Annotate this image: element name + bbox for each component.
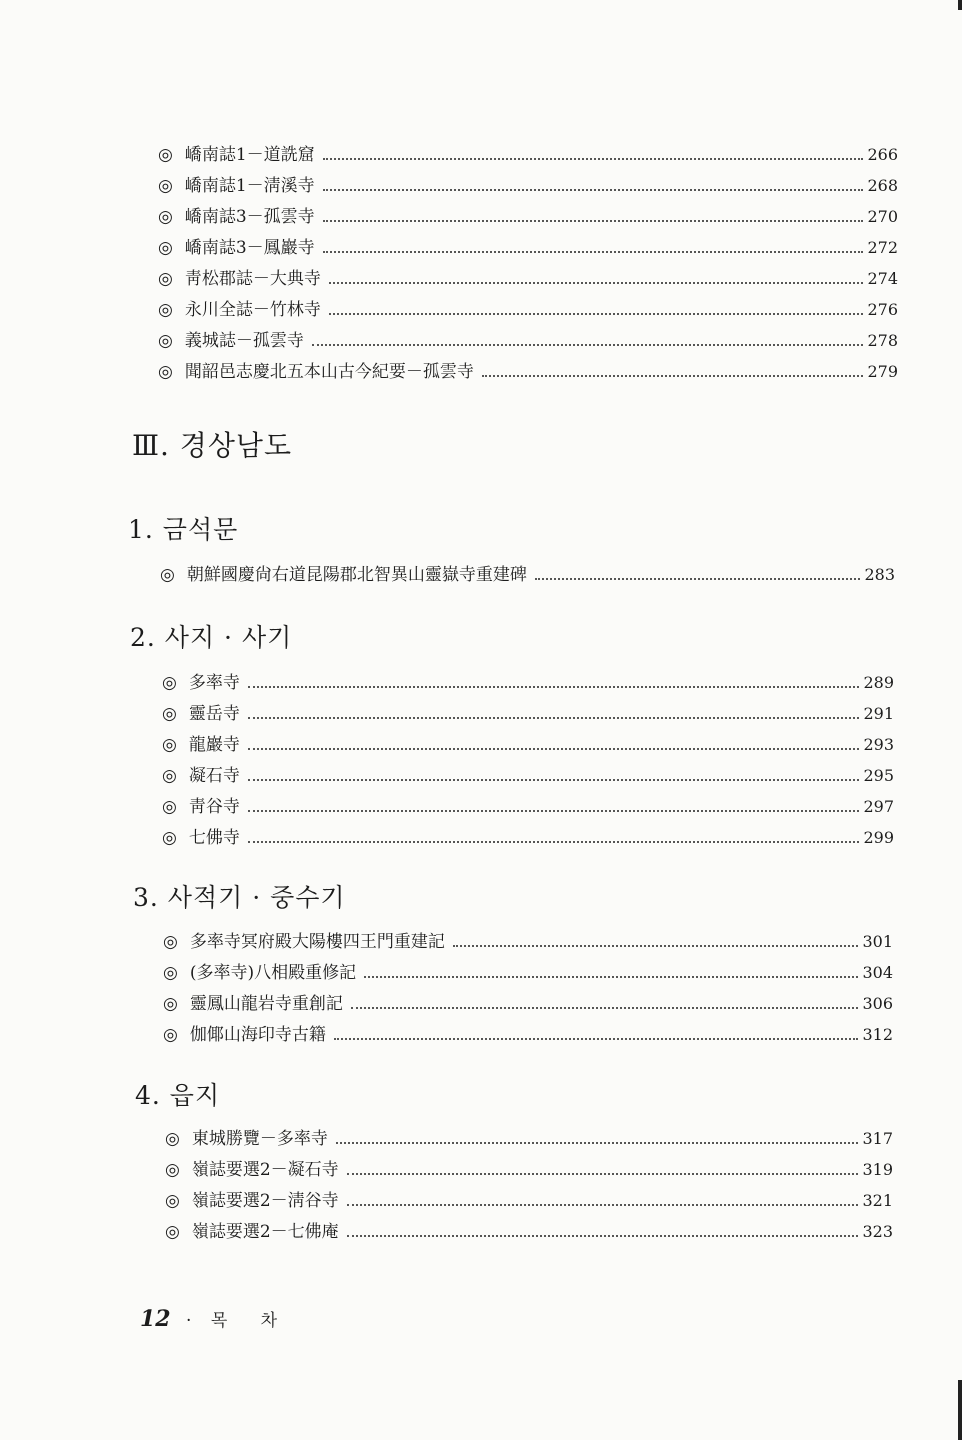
dot-leader: [347, 1235, 859, 1237]
dot-leader: [334, 1038, 859, 1040]
entry-title: 永川全誌－竹林寺: [184, 300, 321, 320]
entry-page: 293: [863, 735, 894, 754]
entry-title: 嶠南誌3－孤雲寺: [184, 207, 315, 227]
double-circle-icon: ◎: [160, 565, 175, 585]
subsection-title: 1. 금석문: [128, 515, 239, 544]
toc-entry[interactable]: [158, 269, 898, 289]
entry-title: 七佛寺: [188, 828, 240, 848]
toc-entry[interactable]: [163, 994, 893, 1014]
toc-entry[interactable]: [158, 176, 898, 196]
subsection-title: 3. 사적기 · 중수기: [133, 883, 346, 912]
dot-leader: [453, 945, 859, 947]
double-circle-icon: ◎: [162, 766, 177, 786]
dot-leader: [248, 686, 860, 688]
dot-leader: [347, 1204, 859, 1206]
double-circle-icon: ◎: [165, 1160, 180, 1180]
entry-page: 295: [863, 766, 894, 785]
toc-entry[interactable]: [163, 1025, 893, 1045]
entry-title: 靑松郡誌－大典寺: [184, 269, 321, 289]
double-circle-icon: ◎: [158, 300, 173, 320]
toc-entry[interactable]: [165, 1222, 893, 1242]
dot-leader: [329, 282, 864, 284]
double-circle-icon: ◎: [162, 797, 177, 817]
double-circle-icon: ◎: [163, 932, 178, 952]
toc-entry[interactable]: [160, 565, 895, 585]
entry-page: 268: [867, 176, 898, 195]
scan-edge-mark: [958, 0, 962, 10]
double-circle-icon: ◎: [162, 673, 177, 693]
toc-entry[interactable]: [162, 797, 894, 817]
entry-title: 嶠南誌3－鳳巖寺: [184, 238, 315, 258]
page-number: 12: [140, 1306, 171, 1332]
dot-leader: [482, 375, 864, 377]
entry-title: 龍巖寺: [188, 735, 240, 755]
page-footer: [140, 1306, 291, 1332]
double-circle-icon: ◎: [165, 1222, 180, 1242]
entry-page: 278: [867, 331, 898, 350]
toc-entry[interactable]: [158, 300, 898, 320]
toc-entry[interactable]: [162, 766, 894, 786]
entry-page: 272: [867, 238, 898, 257]
dot-leader: [248, 779, 860, 781]
double-circle-icon: ◎: [163, 994, 178, 1014]
entry-page: 319: [862, 1160, 893, 1179]
dot-leader: [329, 313, 864, 315]
entry-page: 299: [863, 828, 894, 847]
entry-page: 291: [863, 704, 894, 723]
toc-entry[interactable]: [158, 362, 898, 382]
dot-leader: [323, 189, 864, 191]
dot-leader: [351, 1007, 859, 1009]
entry-page: 317: [862, 1129, 893, 1148]
scan-edge-mark: [958, 1380, 962, 1440]
entry-title: 多率寺: [188, 673, 240, 693]
entry-page: 304: [862, 963, 893, 982]
toc-entry[interactable]: [162, 673, 894, 693]
toc-entry[interactable]: [163, 963, 893, 983]
double-circle-icon: ◎: [158, 269, 173, 289]
dot-leader: [323, 220, 864, 222]
dot-leader: [248, 810, 860, 812]
double-circle-icon: ◎: [158, 207, 173, 227]
toc-entry[interactable]: [162, 828, 894, 848]
double-circle-icon: ◎: [163, 1025, 178, 1045]
toc-entry[interactable]: [158, 207, 898, 227]
entry-page: 276: [867, 300, 898, 319]
toc-entry[interactable]: [165, 1129, 893, 1149]
dot-leader: [248, 717, 860, 719]
section-title: Ⅲ. 경상남도: [132, 429, 292, 462]
double-circle-icon: ◎: [158, 238, 173, 258]
entry-title: 多率寺冥府殿大陽樓四王門重建記: [189, 932, 445, 952]
entry-title: 靈岳寺: [188, 704, 240, 724]
dot-leader: [323, 158, 864, 160]
dot-leader: [535, 578, 861, 580]
entry-title: 嶺誌要選2－凝石寺: [191, 1160, 339, 1180]
double-circle-icon: ◎: [163, 963, 178, 983]
entry-page: 306: [862, 994, 893, 1013]
double-circle-icon: ◎: [158, 331, 173, 351]
entry-page: 301: [862, 932, 893, 951]
footer-separator: ·: [186, 1311, 192, 1331]
entry-title: 嶺誌要選2－淸谷寺: [191, 1191, 339, 1211]
entry-page: 279: [867, 362, 898, 381]
double-circle-icon: ◎: [162, 704, 177, 724]
entry-title: 聞韶邑志慶北五本山古今紀要－孤雲寺: [184, 362, 474, 382]
dot-leader: [248, 841, 860, 843]
subsection-title: 2. 사지 · 사기: [130, 623, 293, 652]
toc-entry[interactable]: [158, 238, 898, 258]
entry-page: 266: [867, 145, 898, 164]
entry-title: 嶺誌要選2－七佛庵: [191, 1222, 339, 1242]
toc-entry[interactable]: [165, 1160, 893, 1180]
dot-leader: [347, 1173, 859, 1175]
double-circle-icon: ◎: [162, 735, 177, 755]
entry-title: 伽倻山海印寺古籍: [189, 1025, 326, 1045]
entry-title: 嶠南誌1－淸溪寺: [184, 176, 315, 196]
double-circle-icon: ◎: [158, 176, 173, 196]
double-circle-icon: ◎: [158, 362, 173, 382]
entry-page: 323: [862, 1222, 893, 1241]
entry-title: 靈鳳山龍岩寺重創記: [189, 994, 343, 1014]
entry-title: 靑谷寺: [188, 797, 240, 817]
entry-page: 274: [867, 269, 898, 288]
entry-page: 321: [862, 1191, 893, 1210]
entry-page: 270: [867, 207, 898, 226]
entry-title: (多率寺)八相殿重修記: [189, 963, 357, 983]
toc-entry[interactable]: [162, 704, 894, 724]
entry-page: 297: [863, 797, 894, 816]
entry-title: 嶠南誌1－道詵窟: [184, 145, 315, 165]
subsection-title: 4. 읍지: [135, 1081, 221, 1110]
double-circle-icon: ◎: [165, 1191, 180, 1211]
dot-leader: [364, 976, 858, 978]
toc-entry[interactable]: [165, 1191, 893, 1211]
entry-title: 義城誌－孤雲寺: [184, 331, 304, 351]
toc-entry[interactable]: [158, 145, 898, 165]
dot-leader: [248, 748, 860, 750]
double-circle-icon: ◎: [162, 828, 177, 848]
toc-entry[interactable]: [158, 331, 898, 351]
double-circle-icon: ◎: [158, 145, 173, 165]
entry-page: 312: [862, 1025, 893, 1044]
dot-leader: [312, 344, 864, 346]
dot-leader: [336, 1142, 859, 1144]
entry-title: 東城勝覽－多率寺: [191, 1129, 328, 1149]
entry-page: 289: [863, 673, 894, 692]
double-circle-icon: ◎: [165, 1129, 180, 1149]
toc-entry[interactable]: [162, 735, 894, 755]
dot-leader: [323, 251, 864, 253]
footer-label: 목 차: [210, 1311, 292, 1331]
entry-title: 朝鮮國慶尙右道昆陽郡北智異山靈嶽寺重建碑: [186, 565, 527, 585]
entry-title: 凝石寺: [188, 766, 240, 786]
toc-entry[interactable]: [163, 932, 893, 952]
entry-page: 283: [864, 565, 895, 584]
